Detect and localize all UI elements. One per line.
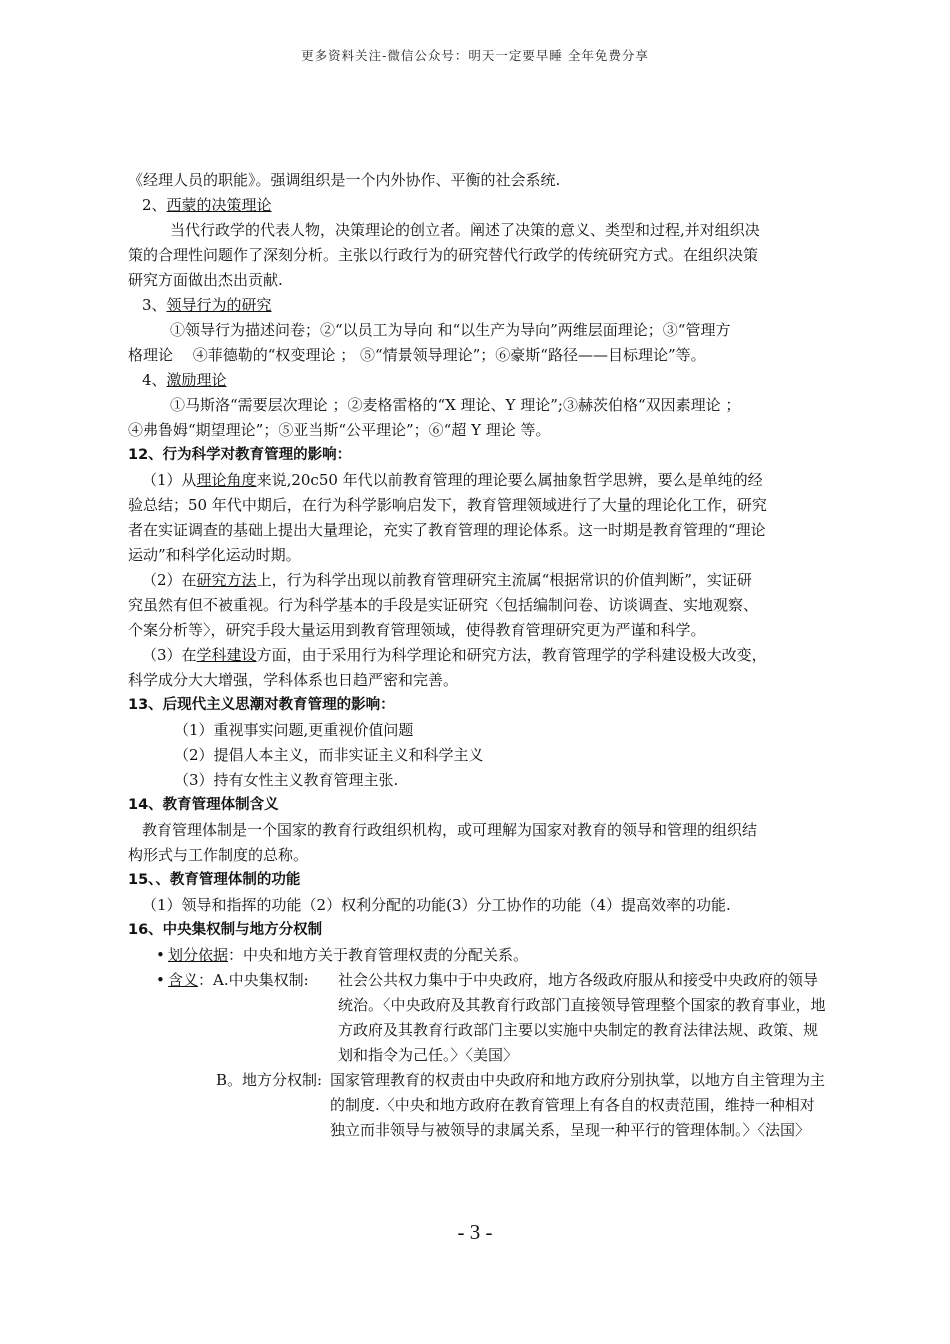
section-3-heading: 3、领导行为的研究 — [142, 296, 272, 314]
paragraph-line: 运动”和科学化运动时期。 — [128, 546, 301, 564]
paragraph-line: 科学成分大大增强，学科体系也日趋严密和完善。 — [128, 671, 459, 689]
definition-text: 社会公共权力集中于中央政府，地方各级政府服从和接受中央政府的领导统治。〈中央政府及其教育行政部门直接领导管理整个国家的教育事业，地方政府及其教育行政部门主要以实施中央制定的教育法律法规、政策、规划和指令为己任。〉〈美国〉 — [338, 971, 826, 1064]
paragraph-line: 研究方面做出杰出贡献. — [128, 271, 283, 289]
paragraph-line: （1）从理论角度来说,20c50 年代以前教育管理的理论要么属抽象哲学思辨，要么是单纯的经 — [142, 471, 763, 489]
list-item: （1）重视事实问题,更重视价值问题 — [174, 721, 414, 739]
bullet-item: • 含义：A.中央集权制: 社会公共权力集中于中央政府，地方各级政府服从和接受中央政府的领导统治。〈中央政府及其教育行政部门直接领导管理整个国家的教育事业，地方政府及其教育行政部门主要以实施中央制定的教育法律法规、政策、规划和指令为己任。〉〈美国〉 — [128, 968, 828, 1068]
list-item: （2）提倡人本主义，而非实证主义和科学主义 — [174, 746, 484, 764]
page-content — [128, 168, 828, 1143]
section-2-heading: 2、西蒙的决策理论 — [142, 196, 272, 214]
section-4-heading: 4、激励理论 — [142, 371, 227, 389]
paragraph-line: （2）在研究方法上，行为科学出现以前教育管理研究主流属“根据常识的价值判断”，实证研 — [142, 571, 752, 589]
paragraph-line: （3）在学科建设方面，由于采用行为科学理论和研究方法，教育管理学的学科建设极大改变， — [142, 646, 767, 664]
bullet-icon: • — [156, 946, 165, 964]
paragraph-line: 究虽然有但不被重视。行为科学基本的手段是实证研究〈包括编制问卷、访谈调查、实地观察、 — [128, 596, 759, 614]
paragraph-line: 策的合理性问题作了深刻分析。主张以行政行为的研究替代行政学的传统研究方式。在组织决策 — [128, 246, 759, 264]
section-13-heading: 13、后现代主义思潮对教育管理的影响： — [128, 697, 395, 713]
paragraph-line: 格理论 ④菲德勒的“权变理论 ； ⑤“情景领导理论”；⑥豪斯“路径——目标理论”等。 — [128, 346, 706, 364]
section-16-heading: 16、中央集权制与地方分权制 — [128, 922, 323, 938]
paragraph-line: ④弗鲁姆“期望理论”；⑤亚当斯“公平理论”；⑥“超 Y 理论 等。 — [128, 421, 551, 439]
paragraph-line: ①领导行为描述问卷；②“以员工为导向 和“以生产为导向”两维层面理论；③“管理方 — [170, 321, 731, 339]
paragraph-line: 教育管理体制是一个国家的教育行政组织机构，或可理解为国家对教育的领导和管理的组织结 — [142, 821, 758, 839]
definition-item: B。地方分权制: 国家管理教育的权责由中央政府和地方政府分别执掌，以地方自主管理为主的制度.〈中央和地方政府在教育管理上有各自的权责范围，维持一种相对独立而非领导与被领导的隶属关系，呈现一种平行的管理体制。〉〈法国〉 — [128, 1068, 828, 1143]
paragraph-line: （1）领导和指挥的功能（2）权利分配的功能(3）分工协作的功能（4）提高效率的功能. — [142, 896, 731, 914]
paragraph-line: 验总结；50 年代中期后，在行为科学影响启发下，教育管理领域进行了大量的理论化工作，研究 — [128, 496, 767, 514]
paragraph-line: ①马斯洛“需要层次理论 ；②麦格雷格的“X 理论、Y 理论”;③赫茨伯格“双因素理论 ； — [170, 396, 741, 414]
definition-text: 国家管理教育的权责由中央政府和地方政府分别执掌，以地方自主管理为主的制度.〈中央和地方政府在教育管理上有各自的权责范围，维持一种相对独立而非领导与被领导的隶属关系，呈现一种平行的管理体制。〉〈法国〉 — [330, 1071, 826, 1139]
page-header: 更多资料关注-微信公众号：明天一定要早睡 全年免费分享 — [301, 48, 649, 63]
list-item: （3）持有女性主义教育管理主张. — [174, 771, 399, 789]
section-12-heading: 12、行为科学对教育管理的影响： — [128, 447, 352, 463]
bullet-icon: • — [156, 971, 165, 989]
paragraph-line: 者在实证调查的基础上提出大量理论，充实了教育管理的理论体系。这一时期是教育管理的“理论 — [128, 521, 766, 539]
section-15-heading: 15、、教育管理体制的功能 — [128, 872, 301, 888]
paragraph-line: 构形式与工作制度的总称。 — [128, 846, 309, 864]
paragraph-line: 当代行政学的代表人物，决策理论的创立者。阐述了决策的意义、类型和过程,并对组织决 — [170, 221, 760, 239]
section-14-heading: 14、教育管理体制含义 — [128, 797, 279, 813]
bullet-item: • 划分依据：中央和地方关于教育管理权责的分配关系。 — [128, 943, 828, 968]
paragraph-line: 个案分析等〉，研究手段大量运用到教育管理领域，使得教育管理研究更为严谨和科学。 — [128, 621, 706, 639]
paragraph-line: 《经理人员的职能》。强调组织是一个内外协作、平衡的社会系统. — [128, 171, 561, 189]
page-number: - 3 - — [457, 1220, 493, 1244]
